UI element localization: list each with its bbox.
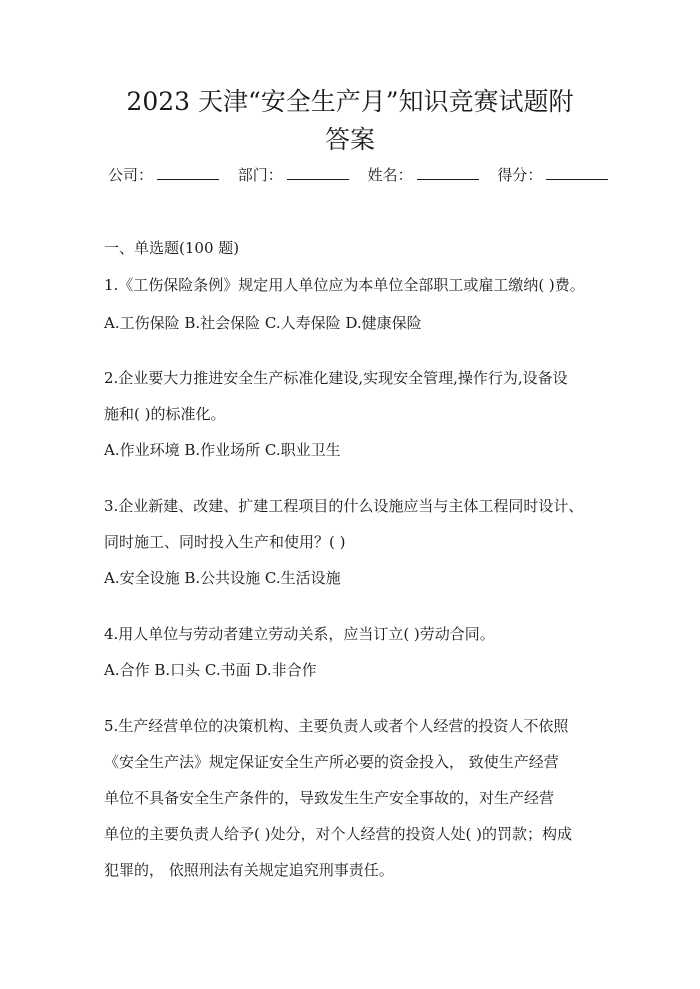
company-field <box>108 165 219 185</box>
question-1-options: A.工伤保险 B.社会保险 C.人寿保险 D.健康保险 <box>104 314 422 332</box>
info-bar <box>108 165 608 185</box>
question-5-text-line-2: 《安全生产法》规定保证安全生产所必要的资金投入， 致使生产经营 <box>104 753 559 771</box>
question-4-options: A.合作 B.口头 C.书面 D.非合作 <box>104 661 317 679</box>
question-2-options: A.作业环境 B.作业场所 C.职业卫生 <box>104 441 341 459</box>
question-5-text-line-5: 犯罪的， 依照刑法有关规定追究刑事责任。 <box>104 861 394 879</box>
question-2-text-line-1: 2.企业要大力推进安全生产标准化建设,实现安全管理,操作行为,设备设 <box>104 369 568 387</box>
department-blank[interactable] <box>287 165 349 180</box>
company-blank[interactable] <box>157 165 219 180</box>
document-title-line-2: 答案 <box>324 125 375 154</box>
question-5-text-line-1: 5.生产经营单位的决策机构、主要负责人或者个人经营的投资人不依照 <box>104 717 569 735</box>
question-3-text-line-2: 同时施工、同时投入生产和使用？( ) <box>104 533 346 551</box>
name-blank[interactable] <box>417 165 479 180</box>
question-5-text-line-4: 单位的主要负责人给予( )处分，对个人经营的投资人处( )的罚款；构成 <box>104 825 572 843</box>
document-title-line-1: 2023 天津“安全生产月”知识竞赛试题附 <box>126 87 574 116</box>
question-1-text: 1.《工伤保险条例》规定用人单位应为本单位全部职工或雇工缴纳( )费。 <box>104 276 585 294</box>
section-heading: 一、单选题(100 题) <box>104 239 240 257</box>
question-3-text-line-1: 3.企业新建、改建、扩建工程项目的什么设施应当与主体工程同时设计、 <box>104 497 584 515</box>
score-label: 得分： <box>497 166 543 184</box>
score-blank[interactable] <box>546 165 608 180</box>
name-label: 姓名： <box>367 166 413 184</box>
question-4-text: 4.用人单位与劳动者建立劳动关系，应当订立( )劳动合同。 <box>104 625 495 643</box>
score-field <box>497 165 608 185</box>
company-label: 公司： <box>108 166 154 184</box>
name-field <box>368 165 479 185</box>
department-field <box>238 165 349 185</box>
question-2-text-line-2: 施和( )的标准化。 <box>104 405 226 423</box>
department-label: 部门： <box>237 166 283 184</box>
question-5-text-line-3: 单位不具备安全生产条件的，导致发生生产安全事故的，对生产经营 <box>104 789 555 807</box>
question-3-options: A.安全设施 B.公共设施 C.生活设施 <box>104 569 341 587</box>
